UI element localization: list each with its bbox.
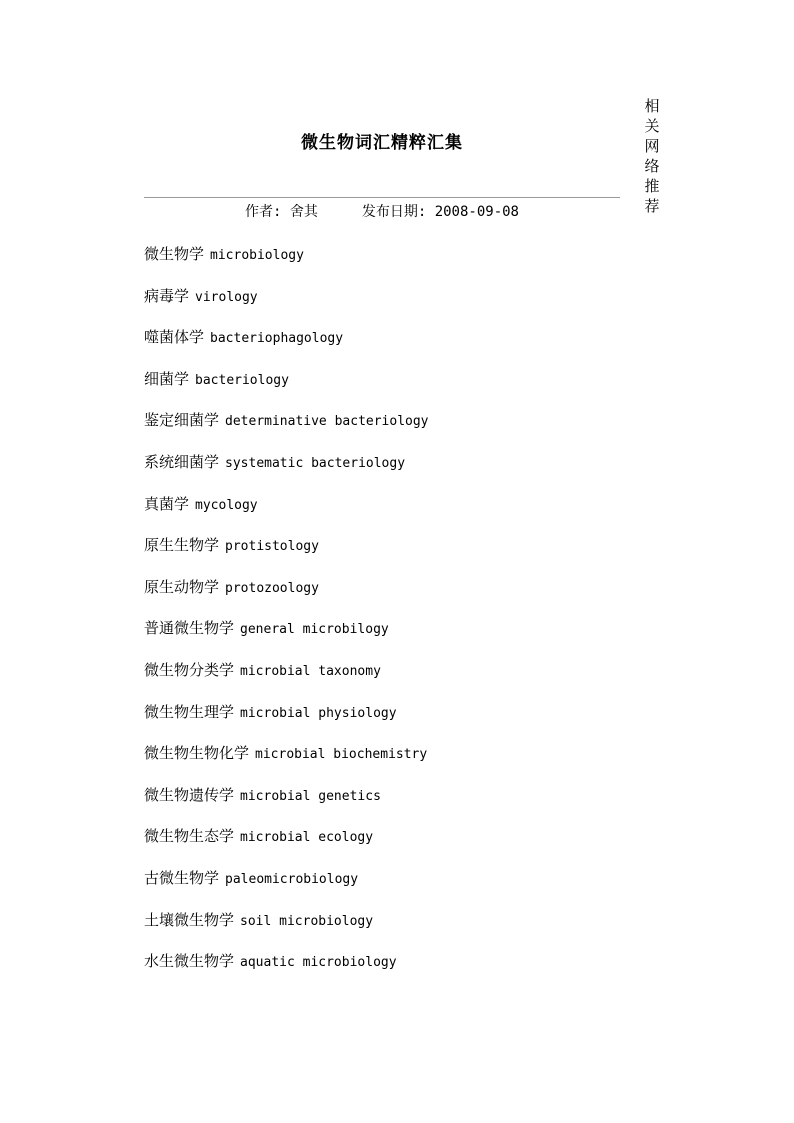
term-english: general microbilogy	[240, 622, 389, 638]
title-divider	[144, 197, 620, 198]
term-english: protistology	[225, 539, 319, 555]
term-english: paleomicrobiology	[225, 871, 359, 887]
related-links-sidebar[interactable]	[643, 96, 661, 216]
term-row	[144, 618, 620, 660]
author-label: 作者: 舍其	[244, 204, 318, 220]
term-chinese: 普通微生物学	[144, 619, 235, 638]
term-english: bacteriophagology	[210, 331, 344, 347]
term-chinese: 细菌学	[144, 369, 190, 388]
term-english: protozoology	[225, 580, 319, 596]
term-row	[144, 535, 620, 577]
term-chinese: 微生物生物化学	[144, 744, 250, 763]
term-chinese: 微生物生态学	[144, 827, 235, 846]
term-row	[144, 785, 620, 827]
term-chinese: 微生物分类学	[144, 660, 235, 679]
term-english: bacteriology	[195, 372, 289, 388]
term-row	[144, 868, 620, 910]
term-row	[144, 244, 620, 286]
term-chinese: 原生生物学	[144, 536, 220, 555]
term-row	[144, 577, 620, 619]
term-chinese: 噬菌体学	[144, 328, 205, 347]
term-row	[144, 826, 620, 868]
term-english: microbial physiology	[240, 705, 397, 721]
side-char: 相	[644, 97, 660, 115]
side-char: 络	[644, 157, 660, 175]
term-row	[144, 702, 620, 744]
side-char: 网	[644, 137, 660, 155]
term-english: soil microbiology	[240, 913, 374, 929]
term-chinese: 微生物生理学	[144, 702, 235, 721]
term-english: mycology	[195, 497, 258, 513]
term-chinese: 古微生物学	[144, 868, 220, 887]
term-row	[144, 410, 620, 452]
term-row	[144, 369, 620, 411]
term-english: microbial biochemistry	[255, 747, 428, 763]
term-chinese: 原生动物学	[144, 577, 220, 596]
term-row	[144, 660, 620, 702]
term-chinese: 微生物遗传学	[144, 785, 235, 804]
term-chinese: 病毒学	[144, 286, 190, 305]
term-english: microbial taxonomy	[240, 663, 381, 679]
term-english: microbial ecology	[240, 830, 374, 846]
term-chinese: 真菌学	[144, 494, 190, 513]
term-english: microbial genetics	[240, 788, 381, 804]
term-row	[144, 743, 620, 785]
term-english: virology	[195, 289, 258, 305]
side-char: 荐	[644, 197, 660, 215]
term-row	[144, 951, 620, 993]
term-row	[144, 910, 620, 952]
term-row	[144, 286, 620, 328]
term-english: systematic bacteriology	[225, 455, 406, 471]
term-row	[144, 327, 620, 369]
term-chinese: 微生物学	[144, 245, 205, 263]
term-chinese: 鉴定细菌学	[144, 411, 220, 430]
term-english: microbiology	[210, 248, 304, 263]
term-list	[144, 244, 620, 993]
term-chinese: 系统细菌学	[144, 452, 220, 471]
term-chinese: 水生微生物学	[144, 952, 235, 971]
term-row	[144, 494, 620, 536]
term-row	[144, 452, 620, 494]
page-title: 微生物词汇精粹汇集	[301, 133, 463, 153]
publish-date: 发布日期: 2008-09-08	[361, 204, 519, 220]
term-english: aquatic microbiology	[240, 955, 397, 971]
term-english: determinative bacteriology	[225, 414, 429, 430]
term-chinese: 土壤微生物学	[144, 910, 235, 929]
side-char: 推	[644, 177, 660, 195]
article-meta	[144, 201, 620, 221]
side-char: 关	[644, 117, 660, 135]
